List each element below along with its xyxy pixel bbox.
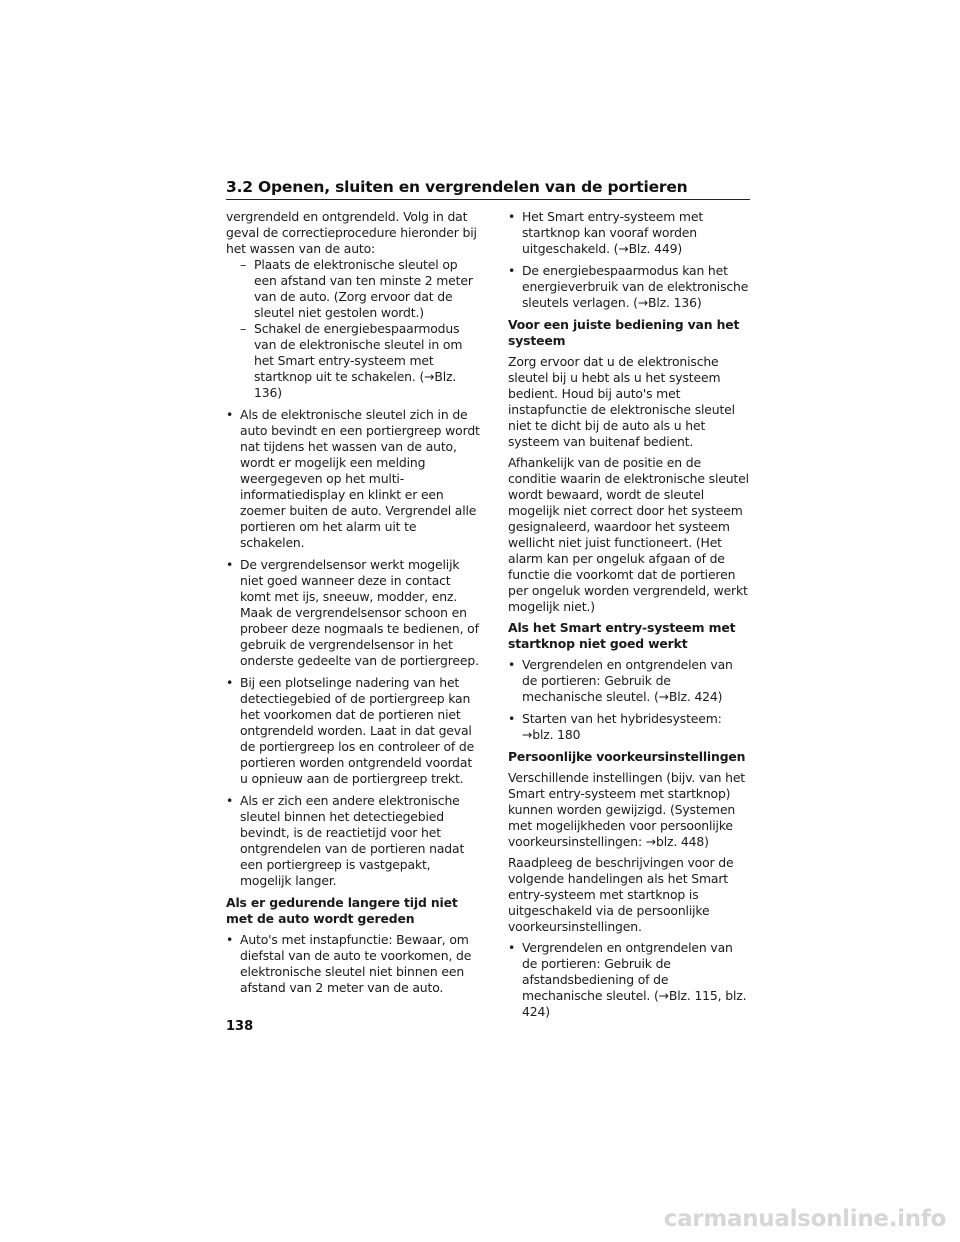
- paragraph: Zorg ervoor dat u de elektronische sleutel bij u hebt als u het systeem bedient. Houd bij auto's met instapfunctie de elektronische sleutel niet te dicht bij de auto als u het systeem van buitenaf bedient.: [508, 354, 735, 449]
- list-item: • Vergrendelen en ontgrendelen van de portieren: Gebruik de mechanische sleutel. (→Blz. 424): [508, 657, 750, 705]
- heading-malfunction: Als het Smart entry-systeem met startknop niet goed werkt: [508, 620, 736, 651]
- right-column: [508, 209, 750, 1026]
- watermark: carmanualsonline.info: [663, 1206, 946, 1232]
- list-item: • Starten van het hybridesysteem: →blz. 180: [508, 711, 750, 743]
- list-item: • Vergrendelen en ontgrendelen van de portieren: Gebruik de afstandsbediening of de mechanische sleutel. (→Blz. 115, blz. 424): [508, 940, 750, 1020]
- list-item: • Bij een plotselinge nadering van het detectiegebied of de portiergreep kan het voorkomen dat de portieren niet ontgrendeld worden. Laat in dat geval de portiergreep los en controleer of de portieren worden ontgrendeld voordat u opnieuw aan de portiergreep trekt.: [226, 675, 480, 787]
- list-item: • Als de elektronische sleutel zich in de auto bevindt en een portiergreep wordt nat tijdens het wassen van de auto, wordt er mogelijk een melding weergegeven op het multi-informatiedisplay en klinkt er een zoemer buiten de auto. Vergrendel alle portieren om het alarm uit te schakelen.: [226, 407, 480, 551]
- list-item: – Plaats de elektronische sleutel op een afstand van ten minste 2 meter van de auto. (Zorg ervoor dat de sleutel niet gestolen wordt.): [226, 257, 480, 321]
- list-item: • Als er zich een andere elektronische sleutel binnen het detectiegebied bevindt, is de reactietijd voor het ontgrendelen van de portieren nadat een portiergreep is vastgepakt, mogelijk langer.: [226, 793, 480, 889]
- list-item: • Auto's met instapfunctie: Bewaar, om diefstal van de auto te voorkomen, de elektronische sleutel niet binnen een afstand van 2 meter van de auto.: [226, 932, 480, 996]
- heading-operation: Voor een juiste bediening van het systeem: [508, 317, 740, 348]
- wash-procedure-list: [226, 257, 480, 401]
- intro-paragraph: vergrendeld en ontgrendeld. Volg in dat geval de correctieprocedure hieronder bij het wassen van de auto:: [226, 209, 477, 256]
- section-title: 3.2 Openen, sluiten en vergrendelen van de portieren: [226, 178, 688, 196]
- section-header: [226, 178, 750, 200]
- heading-parked: Als er gedurende langere tijd niet met de auto wordt gereden: [226, 895, 458, 926]
- paragraph: Verschillende instellingen (bijv. van het Smart entry-systeem met startknop) kunnen worden gewijzigd. (Systemen met mogelijkheden voor persoonlijke voorkeursinstellingen: →blz. 448): [508, 770, 746, 849]
- paragraph: Afhankelijk van de positie en de conditie waarin de elektronische sleutel wordt bewaard, wordt de sleutel mogelijk niet correct door het systeem gesignaleerd, waardoor het systeem wellicht niet juist functioneert. (Het alarm kan per ongeluk afgaan of de functie die voorkomt dat de portieren per ongeluk worden vergrendeld, werkt mogelijk niet.): [508, 455, 749, 614]
- list-item: – Schakel de energiebespaarmodus van de elektronische sleutel in om het Smart entry-systeem met startknop uit te schakelen. (→Blz. 136): [226, 321, 480, 401]
- list-item: • De energiebespaarmodus kan het energieverbruik van de elektronische sleutels verlagen. (→Blz. 136): [508, 263, 750, 311]
- paragraph: Raadpleeg de beschrijvingen voor de volgende handelingen als het Smart entry-systeem met startknop is uitgeschakeld via de persoonlijke voorkeursinstellingen.: [508, 855, 734, 934]
- page-number: 138: [226, 1019, 254, 1034]
- list-item: • Het Smart entry-systeem met startknop kan vooraf worden uitgeschakeld. (→Blz. 449): [508, 209, 750, 257]
- heading-personal: Persoonlijke voorkeursinstellingen: [508, 749, 746, 764]
- list-item: • De vergrendelsensor werkt mogelijk niet goed wanneer deze in contact komt met ijs, sneeuw, modder, enz. Maak de vergrendelsensor schoon en probeer deze nogmaals te bedienen, of gebruik de vergrendelsensor in het onderste gedeelte van de portiergreep.: [226, 557, 480, 669]
- left-column: [226, 209, 480, 1002]
